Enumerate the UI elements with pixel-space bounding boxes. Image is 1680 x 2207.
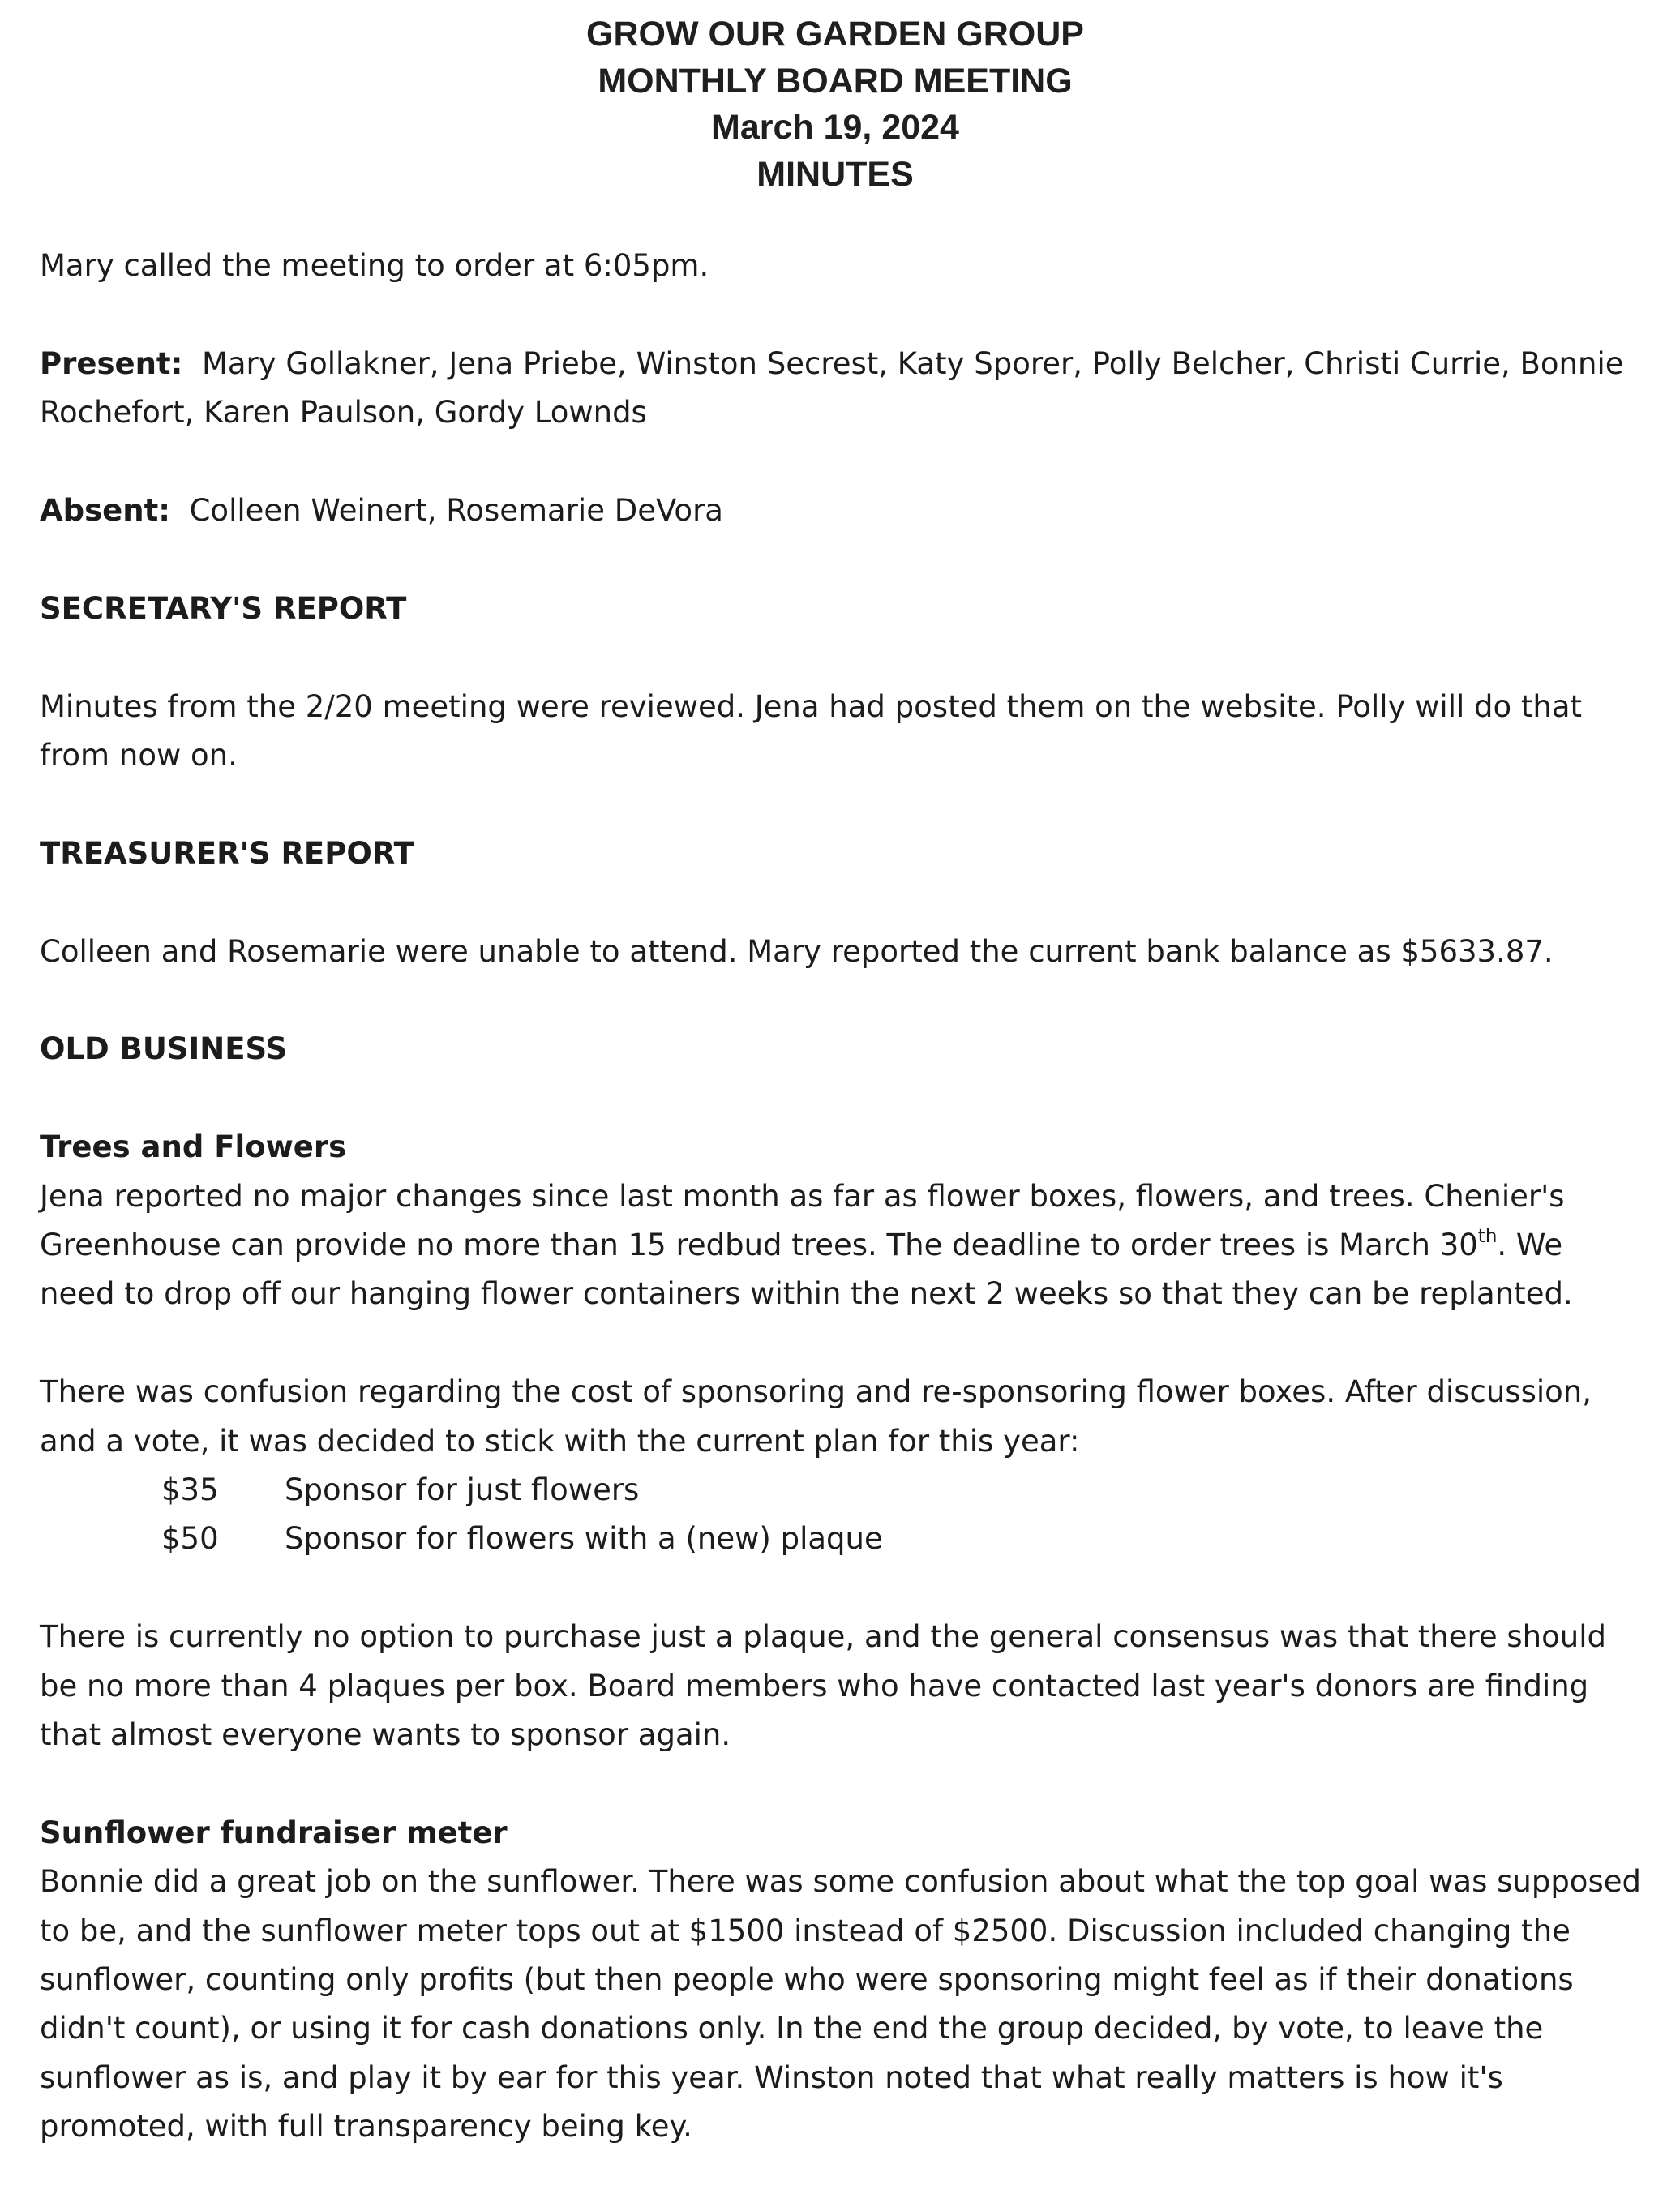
meeting-date: March 19, 2024	[711, 108, 959, 147]
trees-flowers-title: Trees and Flowers	[40, 1129, 347, 1165]
absent-list	[40, 486, 1645, 535]
treasurer-report-text: Colleen and Rosemarie were unable to attend. Mary reported the current bank balance as $5633.87.	[40, 933, 1554, 969]
call-to-order: Mary called the meeting to order at 6:05pm.	[40, 248, 709, 283]
old-business-heading: OLD BUSINESS	[40, 1031, 288, 1067]
secretary-report-heading: SECRETARY'S REPORT	[40, 590, 407, 626]
sponsor-option	[40, 1466, 1645, 1515]
sponsor-price: $50	[161, 1521, 219, 1557]
document-type: MINUTES	[756, 154, 914, 194]
meeting-name: MONTHLY BOARD MEETING	[598, 61, 1073, 101]
trees-para-1-start: Jena reported no major changes since last month as far as flower boxes, flowers, and trees. Chenier's Greenhouse can provide no more than 15 redbud trees. The deadline to order trees is March 30	[40, 1178, 1565, 1262]
treasurer-report-heading: TREASURER'S REPORT	[40, 835, 414, 871]
absent-label: Absent:	[40, 493, 171, 528]
trees-para-1-end: . We need to drop off our hanging flower containers within the next 2 weeks so that they can be replanted.	[40, 1228, 1573, 1312]
trees-flowers-para-3: There is currently no option to purchase just a plaque, and the general consensus was that there should be no more than 4 plaques per box. Board members who have contacted last year's donors are finding that almost everyone wants to sponsor again.	[40, 1619, 1606, 1753]
sponsor-price: $35	[161, 1472, 219, 1508]
sunflower-meter-title: Sunflower fundraiser meter	[40, 1815, 508, 1850]
sponsor-options-list	[40, 1466, 1645, 1564]
sponsor-option	[40, 1515, 1645, 1563]
ordinal-suffix: th	[1477, 1225, 1498, 1247]
trees-flowers-para-1	[40, 1172, 1645, 1319]
org-name: GROW OUR GARDEN GROUP	[586, 15, 1084, 54]
document-header	[0, 11, 1670, 198]
present-names: Mary Gollakner, Jena Priebe, Winston Secrest, Katy Sporer, Polly Belcher, Christi Currie, Bonnie Rochefort, Karen Paulson, Gordy Lownds	[40, 345, 1624, 431]
present-list	[40, 340, 1645, 438]
secretary-report-text: Minutes from the 2/20 meeting were reviewed. Jena had posted them on the website. Polly will do that from now on.	[40, 688, 1583, 773]
absent-names: Colleen Weinert, Rosemarie DeVora	[189, 493, 723, 528]
trees-flowers-para-2: There was confusion regarding the cost of sponsoring and re-sponsoring flower boxes. After discussion, and a vote, it was decided to stick with the current plan for this year:	[40, 1374, 1592, 1459]
sponsor-description: Sponsor for flowers with a (new) plaque	[285, 1521, 883, 1557]
document-body	[40, 242, 1645, 2201]
sunflower-meter-text: Bonnie did a great job on the sunflower. There was some confusion about what the top goal was supposed to be, and the sunflower meter tops out at $1500 instead of $2500. Discussion included changing the sunflower, counting only profits (but then people who were sponsoring might feel as if their donations didn't count), or using it for cash donations only. In the end the group decided, by vote, to leave the sunflower as is, and play it by ear for this year. Winston noted that what really matters is how it's promoted, with full transparency being key.	[40, 1864, 1641, 2145]
present-label: Present:	[40, 345, 183, 381]
sponsor-description: Sponsor for just flowers	[285, 1472, 640, 1508]
